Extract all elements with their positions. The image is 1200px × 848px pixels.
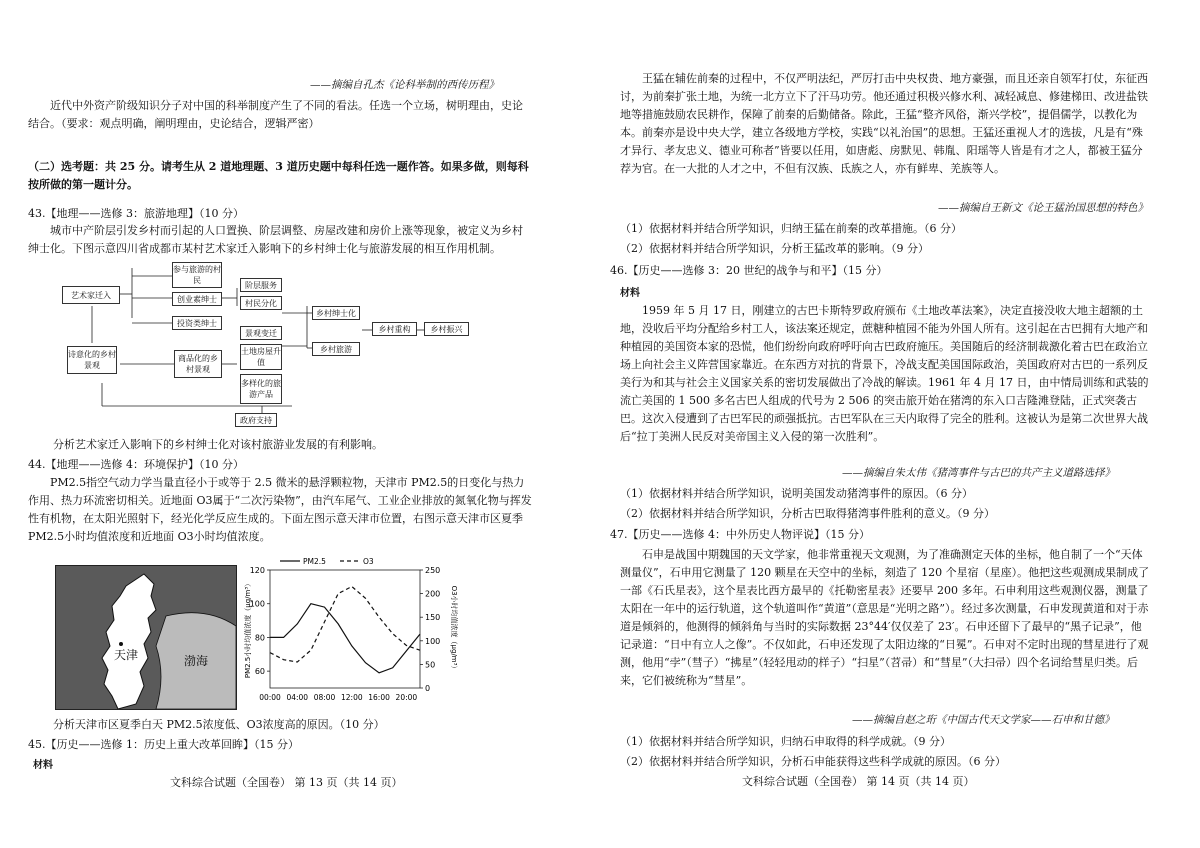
q42-source: ——摘编自孔杰《论科举制的西传历程》 (310, 79, 499, 91)
q44-text: PM2.5指空气动力学当量直径小于或等于 2.5 微米的悬浮颗粒物，天津市 PM2.5的日变化与热力作用、热力环流密切相关。近地面 O3属于“二次污染物”，由汽车尾气、工业企业排放的氮氧化物与挥发性有机物，在太阳光照射下，经光化学反应生成的。下面左图示意天津市位置，右图示意天津市区夏季 PM2.5小时均值浓度和近地面 O3小时均值浓度。 (28, 476, 532, 543)
q43-text: 城市中产阶层引发乡村而引起的人口置换、阶层调整、房屋改建和房价上涨等现象，被定义为乡村绅士化。下图示意四川省成都市某村艺术家迁入影响下的乡村绅士化与旅游发展的相互作用机制。 (28, 224, 523, 255)
flow-divide: 村民分化 (240, 296, 282, 310)
flow-artist: 艺术家迁入 (62, 286, 120, 304)
map-label-bohai: 渤海 (184, 654, 209, 668)
series-line-PM25 (270, 604, 420, 673)
section-title: （二）选考题：共 25 分。请考生从 2 道地理题、3 道历史题中每科任选一题作答。如果多做，则每科按所做的第一题计分。 (28, 160, 529, 191)
q47-heading: 47.【历史——选修 4：中外历史人物评说】（15 分） (610, 528, 870, 541)
q43-heading: 43.【地理——选修 3：旅游地理】（10 分） (28, 207, 244, 220)
legend-o3-label: O3 (363, 557, 374, 566)
x-tick-label: 16:00 (368, 693, 390, 702)
y-left-tick-label: 60 (254, 667, 265, 677)
y-left-tick-label: 80 (254, 633, 265, 643)
flow-creative: 创业素绅士 (172, 292, 222, 306)
q42-prompt: 近代中外资产阶级知识分子对中国的科举制度产生了不同的看法。任选一个立场，树明理由，史论结合。（要求：观点明确，阐明理由，史论结合，逻辑严密） (28, 99, 523, 130)
x-tick-label: 20:00 (395, 693, 418, 702)
legend-pm-label: PM2.5 (303, 557, 326, 566)
flow-tourism: 乡村旅游 (312, 342, 360, 356)
x-tick-label: 12:00 (341, 693, 363, 702)
x-tick-label: 04:00 (286, 693, 309, 702)
q45-sub2: （2）依据材料并结合所学知识，分析王猛改革的影响。（9 分） (620, 242, 929, 255)
right-footer: 文科综合试题（全国卷） 第 14 页（共 14 页） (742, 775, 975, 788)
q46-text: 1959 年 5 月 17 日，刚建立的古巴卡斯特罗政府颁布《土地改革法案》，决定直接没收大地主超额的土地，没收后平均分配给乡村工人，该法案还规定，蔗糖种植园不能为外国人所有。这引起在古巴拥有大地产和种植园的美国资本家的恐慌，他们纷纷向政府呼吁向古巴政府施压。美国随后的经济制裁激化着古巴在政治立场上向社会主义阵营国家靠近。在东西方对抗的背景下，冷战支配美国国际政治，美国政府对古巴的一系列反美行为和其与社会主义国家关系的密切发展做出了冷战的解读。1961 年 4 月 17 日，由中情局训练和武装的流亡美国的 1 500 多名古巴人组成的代号为 2 506 的突击旅开始在猪湾的东入口吉隆滩登陆，正式突袭古巴。这次入侵遭到了古巴军民的顽强抵抗。古巴军队在三天内取得了完全的胜利。这被认为是第二次世界大战后“拉丁美洲人民反对美帝国主义入侵的第一次胜利”。 (620, 304, 1149, 443)
flow-rebuild: 乡村重构 (372, 322, 417, 336)
x-tick-label: 08:00 (313, 693, 336, 702)
tianjin-map (55, 565, 237, 710)
flow-aesthetic: 诗意化的乡村景观 (67, 346, 117, 374)
y-left-axis-label: PM2.5小时均值浓度（μg/m³） (244, 579, 252, 679)
q43-question: 分析艺术家迁入影响下的乡村绅士化对该村旅游业发展的有利影响。 (53, 438, 383, 451)
flow-gentry: 乡村绅士化 (312, 306, 360, 320)
y-right-tick-label: 100 (425, 636, 441, 646)
flow-landuse: 土地房屋升值 (240, 344, 282, 370)
y-right-tick-label: 250 (425, 566, 441, 575)
y-right-tick-label: 200 (425, 589, 441, 599)
q45-heading: 45.【历史——选修 1：历史上重大改革回眸】（15 分） (28, 738, 299, 751)
flow-investment: 投资类绅士 (172, 316, 222, 330)
flow-stratum: 阶层服务 (240, 278, 282, 292)
flow-commercial: 商品化的乡村景观 (174, 350, 222, 378)
q44-heading: 44.【地理——选修 4：环境保护】（10 分） (28, 458, 244, 471)
gentrification-flowchart (62, 258, 502, 433)
q45-material-label: 材料 (33, 760, 53, 771)
q46-sub2: （2）依据材料并结合所学知识，分析古巴取得猪湾事件胜利的意义。（9 分） (620, 507, 995, 520)
x-tick-label: 00:00 (259, 693, 281, 702)
chart-svg (240, 556, 460, 716)
q47-source: ——摘编自赵之珩《中国古代天文学家——石申和甘德》 (852, 714, 1115, 726)
y-left-tick-label: 100 (249, 599, 265, 609)
flowchart-connectors (62, 258, 502, 433)
q46-heading: 46.【历史——选修 3：20 世纪的战争与和平】（15 分） (610, 264, 888, 277)
y-right-tick-label: 150 (425, 613, 441, 623)
y-left-tick-label: 120 (249, 566, 265, 575)
flow-landscape: 景观变迁 (240, 326, 282, 340)
q47-text: 石申是战国中期魏国的天文学家，他非常重视天文观测，为了准确测定天体的坐标，他自制了一个“天体测量仪”，石申用它测量了 120 颗星在天空中的坐标，刻造了 120 个星宿（星座）。他把这些观测成果制成了一部《石氏星表》，这个星表比西方最早的《托勒密星表》还要早 200 多年。石申利用这些观测仪器，测量了太阳在一年中的运行轨道，这个轨道叫作“黄道”（意思是“光明之路”）。经过多次测量，石申发现黄道和对于赤道是倾斜的，他测得的倾斜角与当时的实际数据 23°44′仅仅差了 23′。石申还留下了最早的“黑子记录”，他记录道：“日中有立人之像”。不仅如此，石申还发现了太阳边缘的“日冕”。石申对不定时出现的彗星进行了观测，他用“孛”（彗子）“拂星”（轻轻甩动的样子）“扫星”（苕帚）和“彗星”（大扫帚）四个名词给彗星归类。后来，它们被统称为“彗星”。 (620, 548, 1150, 687)
series-line-O3 (270, 587, 420, 663)
q45-sub1: （1）依据材料并结合所学知识，归纳王猛在前秦的改革措施。（6 分） (620, 222, 962, 235)
tianjin-map-shape (56, 566, 236, 709)
flow-tourism-village: 参与旅游的村民 (172, 262, 222, 288)
pm-o3-chart (240, 556, 460, 716)
y-right-axis-label: O3小时均值浓度（μg/m³） (450, 585, 458, 673)
q46-source: ——摘编自朱太伟《猪湾事件与古巴的共产主义道路选择》 (842, 467, 1115, 479)
y-right-tick-label: 50 (425, 660, 436, 670)
map-label-tianjin: 天津 (114, 648, 139, 662)
q46-material-label: 材料 (620, 288, 640, 299)
q45-material-text: 王猛在辅佐前秦的过程中，不仅严明法纪，严厉打击中央权贵、地方豪强，而且还亲自领军打仗，东征西讨，为前秦扩张土地，为统一北方立下了汗马功劳。他还通过积极兴修水利、减轻减息、修建梯田、改进盐铁地等措施鼓励农民耕作，保障了前秦的后勤储备。除此，王猛“整齐风俗，渐兴学校”，提倡儒学，以教化为本。前秦亦是设中央大学，建立各级地方学校，实践“以礼治国”的思想。王猛还重视人才的选拔，凡是有“殊才异行、孝友忠义、德业可称者”皆要以任用，如唐彪、房默见、韩胤、阳瑶等人皆是有才之人，都被王猛分荐为官。在一大批的人才之中，不但有汉族、氐族之人，亦有鲜卑、羌族等人。 (620, 72, 1148, 175)
q45-source: ——摘编自王新文《论王猛治国思想的特色》 (938, 202, 1148, 214)
flow-revive: 乡村振兴 (424, 322, 469, 336)
q46-sub1: （1）依据材料并结合所学知识，说明美国发动猪湾事件的原因。（6 分） (620, 487, 973, 500)
flow-diverse: 多样化的旅游产品 (240, 374, 282, 404)
q44-question: 分析天津市区夏季白天 PM2.5浓度低、O3浓度高的原因。（10 分） (53, 718, 385, 731)
q47-sub1: （1）依据材料并结合所学知识，归纳石申取得的科学成就。（9 分） (620, 735, 951, 748)
q47-sub2: （2）依据材料并结合所学知识，分析石申能获得这些科学成就的原因。（6 分） (620, 755, 1006, 768)
flow-government: 政府支持 (235, 413, 277, 427)
left-footer: 文科综合试题（全国卷） 第 13 页（共 14 页） (170, 776, 403, 789)
y-right-tick-label: 0 (425, 684, 431, 693)
